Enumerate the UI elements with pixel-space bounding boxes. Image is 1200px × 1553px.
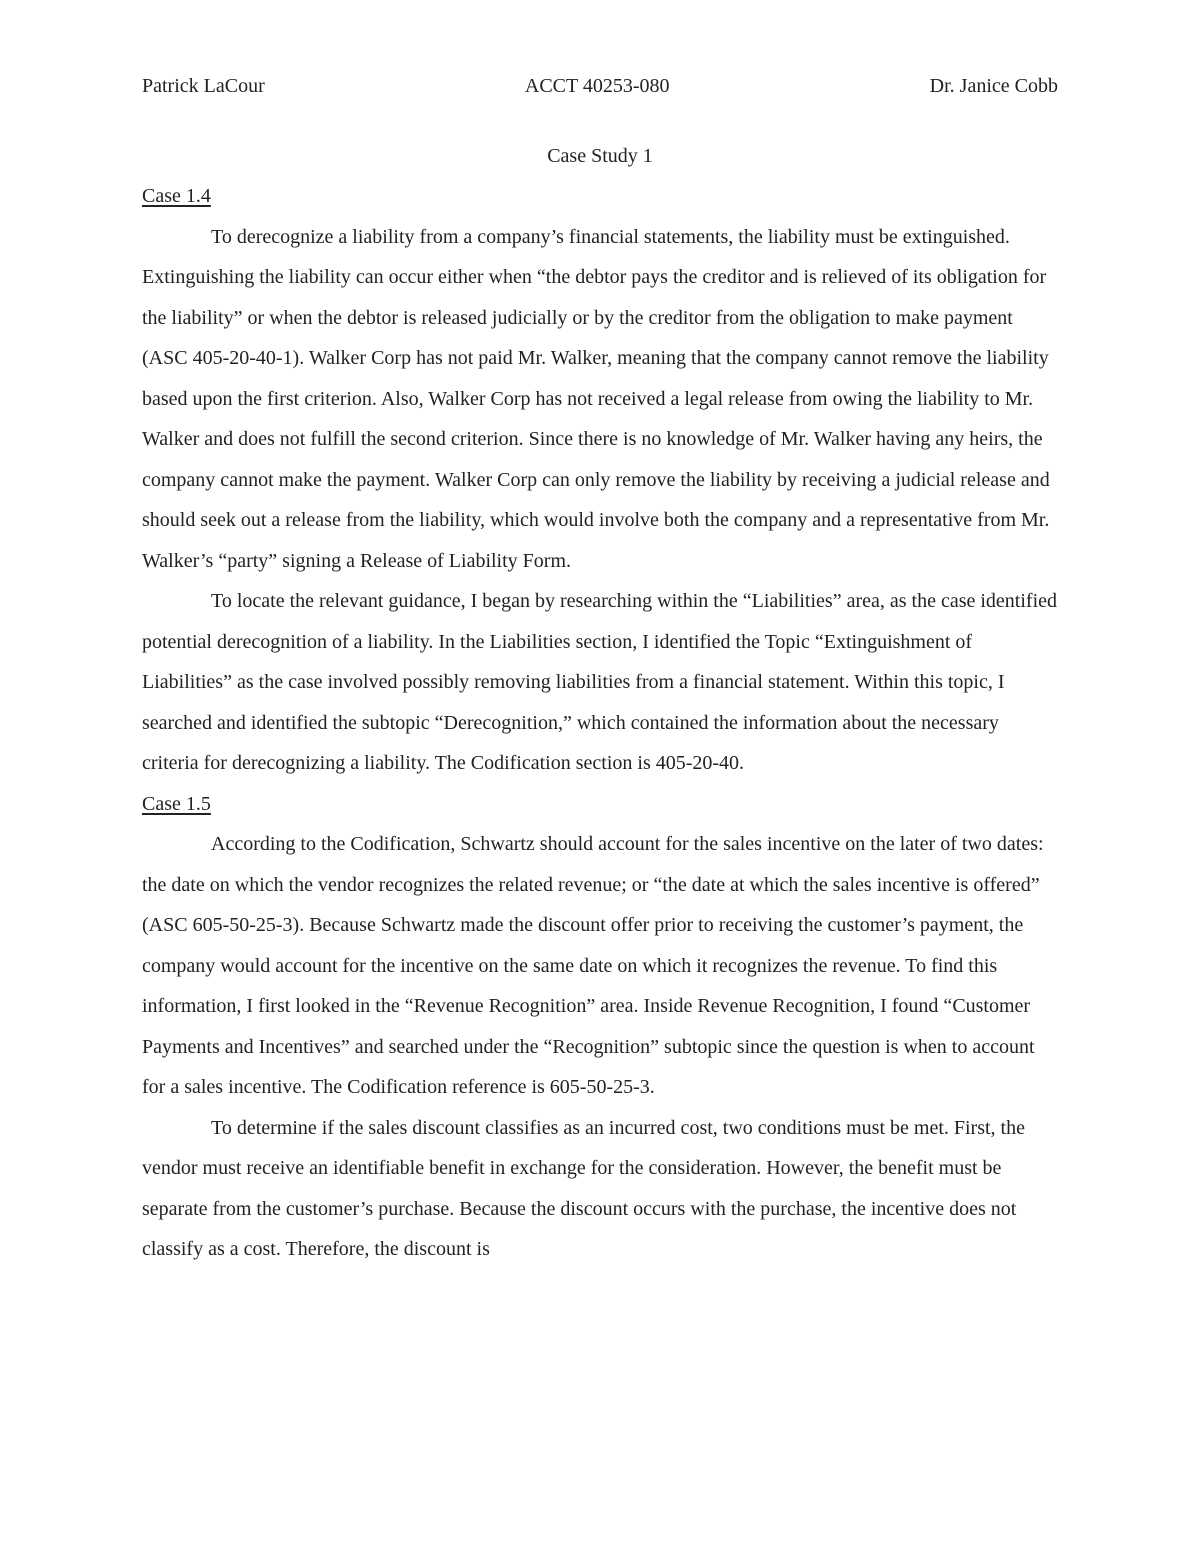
paragraph: According to the Codification, Schwartz should account for the sales incentive on the later of two dates: the date on which the vendor recognizes the related revenue; or “the date at which the sales incentive is offered” (ASC 605-50-25-3). Because Schwartz made the discount offer prior to receiving the customer’s payment, the company would account for the incentive on the same date on which it recognizes the revenue. To find this information, I first looked in the “Revenue Recognition” area. Inside Revenue Recognition, I found “Customer Payments and Incentives” and searched under the “Recognition” subtopic since the question is when to account for a sales incentive. The Codification reference is 605-50-25-3.	[142, 833, 1044, 1098]
paragraph: To locate the relevant guidance, I began by researching within the “Liabilities” area, as the case identified potential derecognition of a liability. In the Liabilities section, I identified the Topic “Extinguishment of Liabilities” as the case involved possibly removing liabilities from a financial statement. Within this topic, I searched and identified the subtopic “Derecognition,” which contained the information about the necessary criteria for derecognizing a liability. The Codification section is 405-20-40.	[142, 590, 1058, 774]
paragraph: To determine if the sales discount classifies as an incurred cost, two conditions must be met. First, the vendor must receive an identifiable benefit in exchange for the consideration. However, the benefit must be separate from the customer’s purchase. Because the discount occurs with the purchase, the incentive does not classify as a cost. Therefore, the discount is	[142, 1116, 1025, 1260]
section-case-1-5	[142, 784, 1058, 1270]
author-name: Patrick LaCour	[142, 75, 265, 97]
paragraph: To derecognize a liability from a company’s financial statements, the liability must be extinguished. Extinguishing the liability can occur either when “the debtor pays the creditor and is relieved of its obligation for the liability” or when the debtor is released judicially or by the creditor from the obligation to make payment (ASC 405-20-40-1). Walker Corp has not paid Mr. Walker, meaning that the company cannot remove the liability based upon the first criterion. Also, Walker Corp has not received a legal release from owing the liability to Mr. Walker and does not fulfill the second criterion. Since there is no knowledge of Mr. Walker having any heirs, the company cannot make the payment. Walker Corp can only remove the liability by receiving a judicial release and should seek out a release from the liability, which would involve both the company and a representative from Mr. Walker’s “party” signing a Release of Liability Form.	[142, 225, 1050, 572]
instructor-name: Dr. Janice Cobb	[929, 75, 1058, 97]
document-page	[142, 68, 1058, 1270]
running-header	[142, 68, 1058, 104]
section-case-1-4	[142, 176, 1058, 784]
document-title: Case Study 1	[547, 145, 653, 167]
section-heading: Case 1.5	[142, 792, 211, 815]
course-code: ACCT 40253-080	[524, 75, 670, 97]
section-heading: Case 1.4	[142, 185, 211, 207]
